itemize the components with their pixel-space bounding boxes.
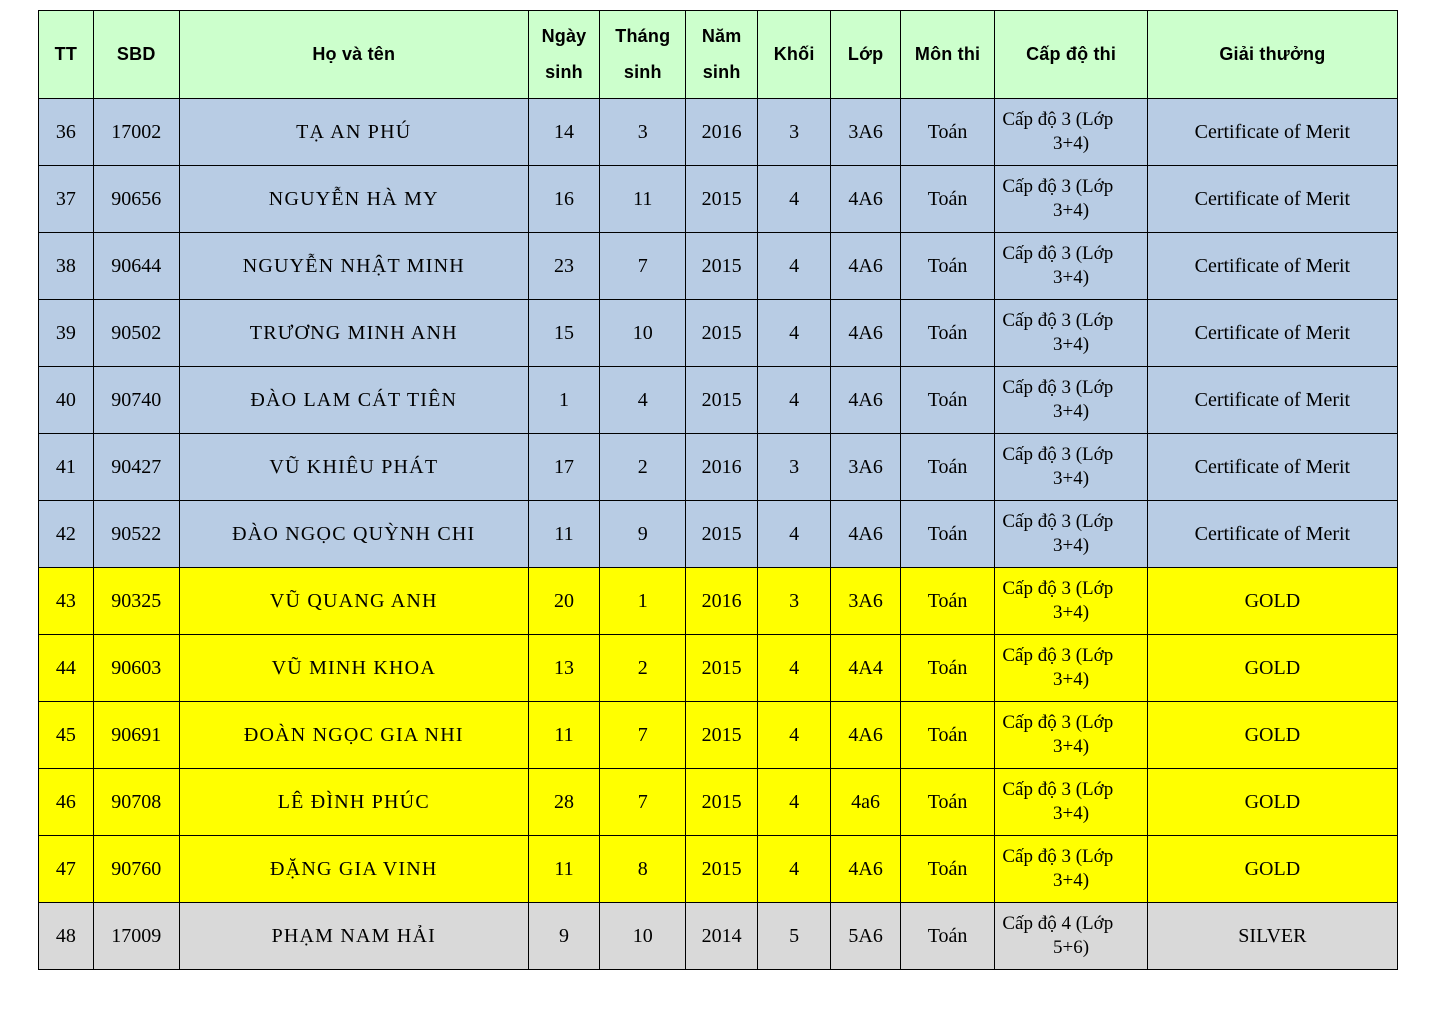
column-header-month bbox=[600, 11, 686, 99]
cell-tt: 46 bbox=[39, 769, 94, 836]
cell-sbd: 90644 bbox=[93, 233, 179, 300]
cell-subject: Toán bbox=[900, 367, 995, 434]
cell-lop: 4A6 bbox=[831, 367, 900, 434]
cell-khoi: 3 bbox=[757, 99, 831, 166]
cell-year: 2015 bbox=[686, 300, 757, 367]
column-header-year-sublabel: sinh bbox=[702, 61, 741, 82]
cell-sbd: 17009 bbox=[93, 903, 179, 970]
cell-level bbox=[995, 769, 1147, 836]
column-header-lop bbox=[831, 11, 900, 99]
table-row bbox=[39, 903, 1398, 970]
table-row bbox=[39, 166, 1398, 233]
column-header-award bbox=[1147, 11, 1397, 99]
cell-month: 3 bbox=[600, 99, 686, 166]
cell-khoi: 4 bbox=[757, 769, 831, 836]
cell-month: 9 bbox=[600, 501, 686, 568]
cell-name: ĐÀO NGỌC QUỲNH CHI bbox=[179, 501, 528, 568]
cell-khoi: 3 bbox=[757, 568, 831, 635]
cell-name: ĐẶNG GIA VINH bbox=[179, 836, 528, 903]
cell-level-line1: Cấp độ 3 (Lớp bbox=[1002, 712, 1114, 734]
cell-day: 20 bbox=[528, 568, 599, 635]
cell-level-line2: 3+4) bbox=[1053, 602, 1090, 623]
cell-day: 23 bbox=[528, 233, 599, 300]
cell-sbd: 90325 bbox=[93, 568, 179, 635]
cell-tt: 38 bbox=[39, 233, 94, 300]
cell-sbd: 90708 bbox=[93, 769, 179, 836]
cell-month: 2 bbox=[600, 635, 686, 702]
cell-level-line1: Cấp độ 3 (Lớp bbox=[1002, 444, 1114, 466]
cell-day: 16 bbox=[528, 166, 599, 233]
cell-khoi: 4 bbox=[757, 501, 831, 568]
cell-level bbox=[995, 903, 1147, 970]
cell-subject: Toán bbox=[900, 434, 995, 501]
cell-name: VŨ KHIÊU PHÁT bbox=[179, 434, 528, 501]
cell-level bbox=[995, 300, 1147, 367]
cell-lop: 4A6 bbox=[831, 501, 900, 568]
cell-level-line2: 3+4) bbox=[1053, 267, 1090, 288]
column-header-award-label: Giải thưởng bbox=[1219, 44, 1326, 65]
cell-month: 7 bbox=[600, 233, 686, 300]
cell-subject: Toán bbox=[900, 635, 995, 702]
cell-year: 2015 bbox=[686, 702, 757, 769]
cell-level-line2: 3+4) bbox=[1053, 736, 1090, 757]
cell-award: Certificate of Merit bbox=[1147, 434, 1397, 501]
cell-award: Certificate of Merit bbox=[1147, 367, 1397, 434]
cell-tt: 43 bbox=[39, 568, 94, 635]
cell-month: 10 bbox=[600, 300, 686, 367]
cell-year: 2015 bbox=[686, 166, 757, 233]
cell-award: Certificate of Merit bbox=[1147, 99, 1397, 166]
cell-level-line2: 3+4) bbox=[1053, 468, 1090, 489]
cell-subject: Toán bbox=[900, 501, 995, 568]
cell-tt: 36 bbox=[39, 99, 94, 166]
table-row bbox=[39, 836, 1398, 903]
cell-level bbox=[995, 568, 1147, 635]
column-header-month-label: Tháng bbox=[615, 26, 671, 47]
cell-level bbox=[995, 99, 1147, 166]
cell-tt: 48 bbox=[39, 903, 94, 970]
cell-tt: 44 bbox=[39, 635, 94, 702]
cell-level-line1: Cấp độ 3 (Lớp bbox=[1002, 243, 1114, 265]
cell-lop: 4A6 bbox=[831, 300, 900, 367]
table-row bbox=[39, 367, 1398, 434]
cell-khoi: 4 bbox=[757, 233, 831, 300]
cell-tt: 40 bbox=[39, 367, 94, 434]
cell-level bbox=[995, 635, 1147, 702]
cell-name: VŨ MINH KHOA bbox=[179, 635, 528, 702]
cell-khoi: 3 bbox=[757, 434, 831, 501]
cell-year: 2015 bbox=[686, 769, 757, 836]
cell-level-line1: Cấp độ 3 (Lớp bbox=[1002, 779, 1114, 801]
cell-sbd: 17002 bbox=[93, 99, 179, 166]
cell-year: 2016 bbox=[686, 99, 757, 166]
cell-year: 2015 bbox=[686, 501, 757, 568]
cell-month: 7 bbox=[600, 702, 686, 769]
cell-year: 2014 bbox=[686, 903, 757, 970]
cell-khoi: 4 bbox=[757, 635, 831, 702]
cell-lop: 5A6 bbox=[831, 903, 900, 970]
cell-level-line2: 3+4) bbox=[1053, 535, 1090, 556]
cell-sbd: 90522 bbox=[93, 501, 179, 568]
cell-level-line2: 3+4) bbox=[1053, 870, 1090, 891]
cell-sbd: 90656 bbox=[93, 166, 179, 233]
cell-lop: 4A4 bbox=[831, 635, 900, 702]
cell-subject: Toán bbox=[900, 300, 995, 367]
cell-sbd: 90760 bbox=[93, 836, 179, 903]
cell-month: 4 bbox=[600, 367, 686, 434]
table-row bbox=[39, 233, 1398, 300]
cell-year: 2015 bbox=[686, 367, 757, 434]
cell-name: ĐOÀN NGỌC GIA NHI bbox=[179, 702, 528, 769]
cell-day: 1 bbox=[528, 367, 599, 434]
cell-tt: 45 bbox=[39, 702, 94, 769]
column-header-level bbox=[995, 11, 1147, 99]
cell-sbd: 90502 bbox=[93, 300, 179, 367]
cell-level-line1: Cấp độ 3 (Lớp bbox=[1002, 578, 1114, 600]
table-row bbox=[39, 434, 1398, 501]
cell-level bbox=[995, 434, 1147, 501]
cell-khoi: 4 bbox=[757, 367, 831, 434]
cell-level-line1: Cấp độ 4 (Lớp bbox=[1002, 913, 1114, 935]
cell-level-line2: 3+4) bbox=[1053, 803, 1090, 824]
cell-subject: Toán bbox=[900, 99, 995, 166]
column-header-name bbox=[179, 11, 528, 99]
cell-lop: 4A6 bbox=[831, 233, 900, 300]
cell-tt: 42 bbox=[39, 501, 94, 568]
cell-tt: 37 bbox=[39, 166, 94, 233]
cell-level bbox=[995, 166, 1147, 233]
cell-name: PHẠM NAM HẢI bbox=[179, 903, 528, 970]
cell-day: 11 bbox=[528, 702, 599, 769]
cell-level-line1: Cấp độ 3 (Lớp bbox=[1002, 645, 1114, 667]
cell-lop: 4A6 bbox=[831, 836, 900, 903]
column-header-year-label: Năm bbox=[701, 26, 742, 47]
cell-name: TẠ AN PHÚ bbox=[179, 99, 528, 166]
cell-lop: 3A6 bbox=[831, 434, 900, 501]
cell-subject: Toán bbox=[900, 166, 995, 233]
cell-level-line2: 5+6) bbox=[1053, 937, 1090, 958]
cell-khoi: 4 bbox=[757, 300, 831, 367]
table-row bbox=[39, 769, 1398, 836]
cell-award: GOLD bbox=[1147, 568, 1397, 635]
cell-level-line1: Cấp độ 3 (Lớp bbox=[1002, 176, 1114, 198]
cell-name: ĐÀO LAM CÁT TIÊN bbox=[179, 367, 528, 434]
cell-lop: 4a6 bbox=[831, 769, 900, 836]
cell-level bbox=[995, 702, 1147, 769]
cell-award: GOLD bbox=[1147, 769, 1397, 836]
cell-award: Certificate of Merit bbox=[1147, 166, 1397, 233]
column-header-lop-label: Lớp bbox=[847, 44, 884, 65]
cell-name: VŨ QUANG ANH bbox=[179, 568, 528, 635]
cell-award: Certificate of Merit bbox=[1147, 501, 1397, 568]
cell-year: 2015 bbox=[686, 836, 757, 903]
column-header-subject bbox=[900, 11, 995, 99]
cell-year: 2015 bbox=[686, 635, 757, 702]
cell-level-line2: 3+4) bbox=[1053, 401, 1090, 422]
cell-tt: 47 bbox=[39, 836, 94, 903]
column-header-year bbox=[686, 11, 757, 99]
cell-day: 11 bbox=[528, 501, 599, 568]
cell-award: GOLD bbox=[1147, 635, 1397, 702]
cell-lop: 4A6 bbox=[831, 702, 900, 769]
column-header-month-sublabel: sinh bbox=[623, 61, 662, 82]
table-header-row bbox=[39, 11, 1398, 99]
table-body bbox=[39, 99, 1398, 970]
cell-level bbox=[995, 836, 1147, 903]
cell-level-line2: 3+4) bbox=[1053, 334, 1090, 355]
cell-subject: Toán bbox=[900, 702, 995, 769]
cell-sbd: 90691 bbox=[93, 702, 179, 769]
cell-year: 2016 bbox=[686, 434, 757, 501]
cell-award: GOLD bbox=[1147, 836, 1397, 903]
column-header-sbd bbox=[93, 11, 179, 99]
award-results-table bbox=[38, 10, 1398, 970]
cell-day: 17 bbox=[528, 434, 599, 501]
cell-sbd: 90603 bbox=[93, 635, 179, 702]
cell-sbd: 90740 bbox=[93, 367, 179, 434]
cell-subject: Toán bbox=[900, 568, 995, 635]
cell-level-line1: Cấp độ 3 (Lớp bbox=[1002, 109, 1114, 131]
column-header-subject-label: Môn thi bbox=[914, 44, 981, 65]
cell-day: 14 bbox=[528, 99, 599, 166]
table-row bbox=[39, 568, 1398, 635]
cell-month: 11 bbox=[600, 166, 686, 233]
cell-khoi: 4 bbox=[757, 836, 831, 903]
table-row bbox=[39, 702, 1398, 769]
cell-month: 1 bbox=[600, 568, 686, 635]
cell-name: TRƯƠNG MINH ANH bbox=[179, 300, 528, 367]
cell-month: 2 bbox=[600, 434, 686, 501]
cell-name: LÊ ĐÌNH PHÚC bbox=[179, 769, 528, 836]
cell-name: NGUYỄN NHẬT MINH bbox=[179, 233, 528, 300]
cell-day: 9 bbox=[528, 903, 599, 970]
cell-award: Certificate of Merit bbox=[1147, 300, 1397, 367]
cell-subject: Toán bbox=[900, 233, 995, 300]
column-header-level-label: Cấp độ thi bbox=[1026, 44, 1117, 65]
cell-award: GOLD bbox=[1147, 702, 1397, 769]
cell-tt: 41 bbox=[39, 434, 94, 501]
cell-subject: Toán bbox=[900, 903, 995, 970]
table-row bbox=[39, 300, 1398, 367]
cell-year: 2016 bbox=[686, 568, 757, 635]
column-header-tt bbox=[39, 11, 94, 99]
table-header bbox=[39, 11, 1398, 99]
cell-award: Certificate of Merit bbox=[1147, 233, 1397, 300]
column-header-sbd-label: SBD bbox=[116, 44, 156, 65]
cell-subject: Toán bbox=[900, 769, 995, 836]
cell-tt: 39 bbox=[39, 300, 94, 367]
cell-month: 8 bbox=[600, 836, 686, 903]
cell-day: 13 bbox=[528, 635, 599, 702]
cell-level bbox=[995, 367, 1147, 434]
column-header-khoi-label: Khối bbox=[773, 44, 815, 65]
column-header-day bbox=[528, 11, 599, 99]
cell-level bbox=[995, 233, 1147, 300]
cell-level bbox=[995, 501, 1147, 568]
cell-award: SILVER bbox=[1147, 903, 1397, 970]
table-row bbox=[39, 635, 1398, 702]
column-header-khoi bbox=[757, 11, 831, 99]
cell-level-line1: Cấp độ 3 (Lớp bbox=[1002, 377, 1114, 399]
cell-month: 10 bbox=[600, 903, 686, 970]
cell-lop: 3A6 bbox=[831, 99, 900, 166]
cell-level-line2: 3+4) bbox=[1053, 669, 1090, 690]
cell-level-line1: Cấp độ 3 (Lớp bbox=[1002, 511, 1114, 533]
cell-day: 28 bbox=[528, 769, 599, 836]
table-row bbox=[39, 501, 1398, 568]
cell-khoi: 5 bbox=[757, 903, 831, 970]
cell-level-line2: 3+4) bbox=[1053, 200, 1090, 221]
cell-day: 15 bbox=[528, 300, 599, 367]
cell-level-line1: Cấp độ 3 (Lớp bbox=[1002, 310, 1114, 332]
cell-sbd: 90427 bbox=[93, 434, 179, 501]
column-header-tt-label: TT bbox=[54, 44, 78, 65]
column-header-name-label: Họ và tên bbox=[312, 44, 396, 65]
cell-name: NGUYỄN HÀ MY bbox=[179, 166, 528, 233]
cell-lop: 3A6 bbox=[831, 568, 900, 635]
cell-day: 11 bbox=[528, 836, 599, 903]
cell-year: 2015 bbox=[686, 233, 757, 300]
column-header-day-sublabel: sinh bbox=[545, 61, 583, 82]
cell-khoi: 4 bbox=[757, 166, 831, 233]
cell-level-line2: 3+4) bbox=[1053, 133, 1090, 154]
cell-khoi: 4 bbox=[757, 702, 831, 769]
cell-subject: Toán bbox=[900, 836, 995, 903]
cell-month: 7 bbox=[600, 769, 686, 836]
table-row bbox=[39, 99, 1398, 166]
column-header-day-label: Ngày bbox=[541, 26, 587, 47]
cell-level-line1: Cấp độ 3 (Lớp bbox=[1002, 846, 1114, 868]
cell-lop: 4A6 bbox=[831, 166, 900, 233]
